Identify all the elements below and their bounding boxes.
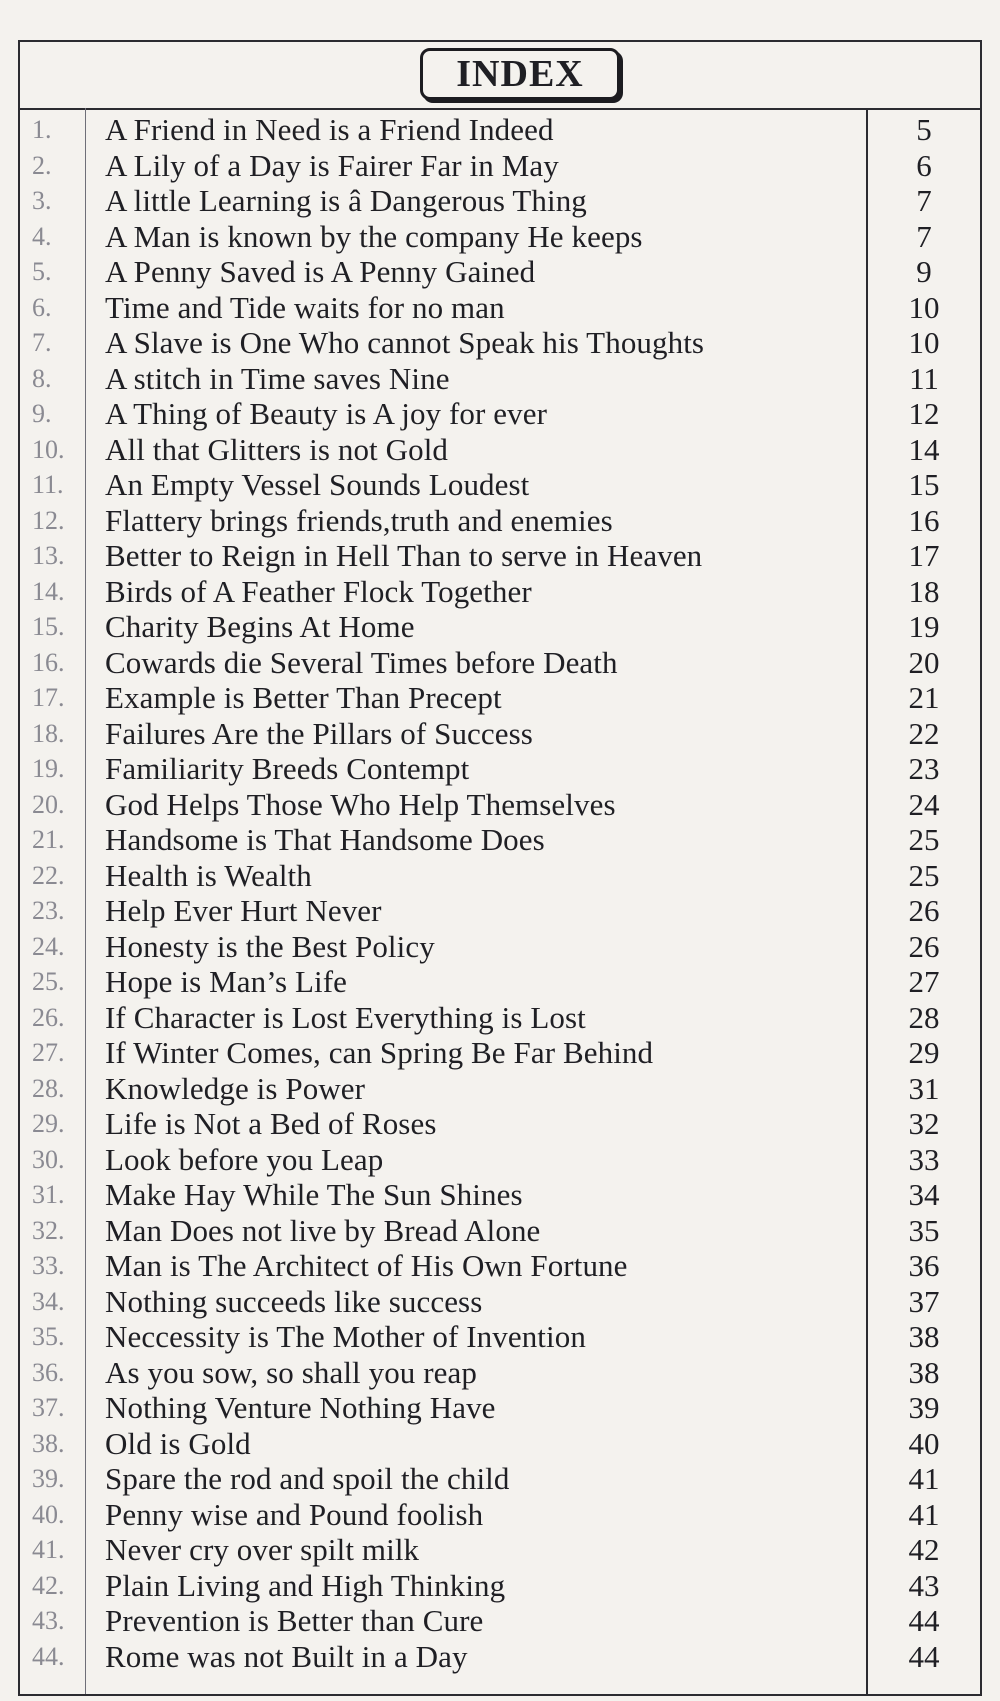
index-entry — [20, 1319, 980, 1355]
entry-title: As you sow, so shall you reap — [105, 1354, 477, 1390]
index-entry — [20, 1035, 980, 1071]
index-entry — [20, 858, 980, 894]
entry-number: 42. — [32, 1570, 65, 1600]
entry-title: A Lily of a Day is Fairer Far in May — [105, 147, 559, 183]
entry-title: Prevention is Better than Cure — [105, 1603, 484, 1638]
entry-page-number: 37 — [908, 1283, 940, 1319]
entry-number: 17. — [32, 683, 65, 712]
index-entry — [20, 1248, 980, 1284]
index-entry — [20, 1461, 980, 1497]
index-entry — [20, 254, 980, 290]
entry-number: 7. — [32, 328, 52, 357]
entry-number: 6. — [32, 292, 52, 322]
entry-number: 29. — [32, 1109, 65, 1138]
entry-title: If Character is Lost Everything is Lost — [105, 999, 586, 1035]
entry-title: If Winter Comes, can Spring Be Far Behind — [105, 1035, 654, 1070]
index-title: INDEX — [420, 48, 620, 100]
index-entry — [20, 1071, 980, 1107]
index-entry — [20, 645, 980, 681]
entry-title: A Man is known by the company He keeps — [105, 218, 643, 254]
index-entry — [20, 432, 980, 468]
entry-page-number: 31 — [908, 1070, 940, 1106]
entry-page-number: 39 — [908, 1390, 940, 1425]
entry-number: 32. — [32, 1215, 65, 1245]
entry-number: 23. — [32, 896, 65, 925]
entry-page-number: 21 — [908, 680, 940, 715]
entry-number: 16. — [32, 647, 65, 677]
entry-number: 11. — [32, 470, 64, 499]
index-entry — [20, 538, 980, 574]
index-table — [18, 40, 982, 1696]
entry-page-number: 14 — [908, 431, 940, 467]
entry-title: Neccessity is The Mother of Invention — [105, 1319, 586, 1354]
entry-title: Nothing Venture Nothing Have — [105, 1390, 496, 1425]
entry-title: Handsome is That Handsome Does — [105, 822, 545, 857]
entry-page-number: 40 — [908, 1425, 940, 1461]
index-entry — [20, 1142, 980, 1178]
entry-page-number: 7 — [916, 218, 932, 254]
index-entry — [20, 964, 980, 1000]
entry-page-number: 26 — [908, 893, 940, 928]
entry-number: 30. — [32, 1144, 65, 1174]
entry-number: 10. — [32, 434, 65, 464]
entry-page-number: 44 — [908, 1603, 940, 1638]
entry-number: 39. — [32, 1464, 65, 1493]
entry-number: 41. — [32, 1535, 65, 1564]
entry-title: A stitch in Time saves Nine — [105, 360, 450, 396]
entry-title: A Penny Saved is A Penny Gained — [105, 254, 536, 289]
entry-page-number: 38 — [908, 1319, 940, 1354]
entry-number: 1. — [32, 115, 52, 144]
index-entry — [20, 1177, 980, 1213]
entry-page-number: 5 — [916, 112, 932, 147]
entry-title: Honesty is the Best Policy — [105, 928, 435, 964]
index-entry — [20, 112, 980, 148]
entry-number: 24. — [32, 931, 65, 961]
entry-page-number: 24 — [908, 786, 940, 822]
entry-title: Make Hay While The Sun Shines — [105, 1177, 523, 1212]
index-entry — [20, 716, 980, 752]
entry-page-number: 9 — [916, 254, 932, 289]
entry-page-number: 23 — [908, 751, 940, 786]
index-entry — [20, 1355, 980, 1391]
index-entry — [20, 1532, 980, 1568]
index-entry — [20, 1426, 980, 1462]
entry-title: A Slave is One Who cannot Speak his Thoughts — [105, 325, 705, 360]
entry-page-number: 41 — [908, 1496, 940, 1532]
entry-page-number: 15 — [908, 467, 940, 502]
index-entry — [20, 325, 980, 361]
entry-number: 31. — [32, 1180, 65, 1209]
index-entry — [20, 396, 980, 432]
entry-page-number: 25 — [908, 822, 940, 857]
entry-title: Example is Better Than Precept — [105, 680, 502, 715]
index-entry — [20, 1106, 980, 1142]
index-entry — [20, 219, 980, 255]
index-entry — [20, 361, 980, 397]
index-entry — [20, 183, 980, 219]
entry-title: Knowledge is Power — [105, 1070, 366, 1106]
entry-title: Charity Begins At Home — [105, 609, 415, 644]
entry-title: A little Learning is â Dangerous Thing — [105, 183, 587, 218]
entry-title: Man is The Architect of His Own Fortune — [105, 1248, 628, 1283]
entry-title: Hope is Man’s Life — [105, 964, 348, 999]
entry-page-number: 20 — [908, 644, 940, 680]
entry-number: 44. — [32, 1641, 65, 1671]
entry-title: Man Does not live by Bread Alone — [105, 1212, 541, 1248]
entry-page-number: 32 — [908, 1106, 940, 1141]
entry-page-number: 10 — [908, 325, 940, 360]
entry-number: 21. — [32, 825, 65, 854]
entry-title: Health is Wealth — [105, 857, 312, 893]
entry-title: A Thing of Beauty is A joy for ever — [105, 396, 548, 431]
entry-title: Look before you Leap — [105, 1141, 384, 1177]
index-entries — [20, 112, 980, 1674]
entry-title: A Friend in Need is a Friend Indeed — [105, 112, 554, 147]
entry-page-number: 43 — [908, 1567, 940, 1603]
entry-title: Help Ever Hurt Never — [105, 893, 382, 928]
entry-title: Birds of A Feather Flock Together — [105, 573, 532, 609]
entry-page-number: 42 — [908, 1532, 940, 1567]
entry-title: Old is Gold — [105, 1425, 251, 1461]
entry-page-number: 44 — [908, 1638, 940, 1674]
entry-page-number: 26 — [908, 928, 940, 964]
index-entry — [20, 1390, 980, 1426]
entry-page-number: 34 — [908, 1177, 940, 1212]
entry-number: 35. — [32, 1322, 65, 1351]
entry-number: 40. — [32, 1499, 65, 1529]
entry-number: 5. — [32, 257, 52, 286]
entry-number: 13. — [32, 541, 65, 570]
entry-number: 20. — [32, 789, 65, 819]
entry-page-number: 10 — [908, 289, 940, 325]
entry-number: 33. — [32, 1251, 65, 1280]
entry-title: Familiarity Breeds Contempt — [105, 751, 470, 786]
entry-page-number: 25 — [908, 857, 940, 893]
entry-title: Time and Tide waits for no man — [105, 289, 505, 325]
index-entry — [20, 929, 980, 965]
entry-page-number: 16 — [908, 502, 940, 538]
entry-number: 3. — [32, 186, 52, 215]
entry-number: 9. — [32, 399, 52, 428]
index-entry — [20, 1497, 980, 1533]
index-entry — [20, 290, 980, 326]
entry-page-number: 29 — [908, 1035, 940, 1070]
entry-page-number: 18 — [908, 573, 940, 609]
entry-number: 18. — [32, 718, 65, 748]
entry-page-number: 19 — [908, 609, 940, 644]
entry-page-number: 12 — [908, 396, 940, 431]
entry-number: 15. — [32, 612, 65, 641]
index-entry — [20, 609, 980, 645]
entry-number: 14. — [32, 576, 65, 606]
entry-page-number: 22 — [908, 715, 940, 751]
entry-title: Nothing succeeds like success — [105, 1283, 483, 1319]
entry-title: Penny wise and Pound foolish — [105, 1496, 484, 1532]
index-entry — [20, 503, 980, 539]
index-entry — [20, 822, 980, 858]
index-entry — [20, 893, 980, 929]
entry-title: Cowards die Several Times before Death — [105, 644, 618, 680]
entry-page-number: 33 — [908, 1141, 940, 1177]
index-entry — [20, 1568, 980, 1604]
index-entry — [20, 148, 980, 184]
index-entry — [20, 1639, 980, 1675]
entry-number: 37. — [32, 1393, 65, 1422]
entry-page-number: 7 — [916, 183, 932, 218]
entry-title: Rome was not Built in a Day — [105, 1638, 468, 1674]
entry-number: 8. — [32, 363, 52, 393]
index-entry — [20, 467, 980, 503]
index-entry — [20, 787, 980, 823]
entry-title: All that Glitters is not Gold — [105, 431, 449, 467]
entry-page-number: 11 — [909, 360, 939, 396]
entry-number: 12. — [32, 505, 65, 535]
entry-title: Never cry over spilt milk — [105, 1532, 420, 1567]
index-header — [20, 42, 980, 110]
entry-title: An Empty Vessel Sounds Loudest — [105, 467, 530, 502]
entry-title: Better to Reign in Hell Than to serve in Heaven — [105, 538, 703, 573]
entry-title: God Helps Those Who Help Themselves — [105, 786, 616, 822]
entry-number: 25. — [32, 967, 65, 996]
entry-title: Plain Living and High Thinking — [105, 1567, 506, 1603]
index-entry — [20, 1213, 980, 1249]
index-entry — [20, 751, 980, 787]
entry-number: 19. — [32, 754, 65, 783]
entry-number: 4. — [32, 221, 52, 251]
index-entry — [20, 1284, 980, 1320]
entry-title: Life is Not a Bed of Roses — [105, 1106, 437, 1141]
index-entry — [20, 574, 980, 610]
entry-number: 2. — [32, 150, 52, 180]
index-entry — [20, 1000, 980, 1036]
entry-number: 43. — [32, 1606, 65, 1635]
entry-title: Failures Are the Pillars of Success — [105, 715, 533, 751]
entry-number: 36. — [32, 1357, 65, 1387]
entry-page-number: 38 — [908, 1354, 940, 1390]
entry-number: 22. — [32, 860, 65, 890]
entry-page-number: 28 — [908, 999, 940, 1035]
entry-page-number: 41 — [908, 1461, 940, 1496]
entry-number: 28. — [32, 1073, 65, 1103]
entry-number: 38. — [32, 1428, 65, 1458]
entry-number: 34. — [32, 1286, 65, 1316]
entry-page-number: 36 — [908, 1248, 940, 1283]
entry-number: 27. — [32, 1038, 65, 1067]
entry-page-number: 6 — [916, 147, 932, 183]
index-entry — [20, 680, 980, 716]
entry-title: Spare the rod and spoil the child — [105, 1461, 510, 1496]
entry-page-number: 35 — [908, 1212, 940, 1248]
entry-number: 26. — [32, 1002, 65, 1032]
entry-title: Flattery brings friends,truth and enemies — [105, 502, 613, 538]
entry-page-number: 17 — [908, 538, 940, 573]
index-entry — [20, 1603, 980, 1639]
entry-page-number: 27 — [908, 964, 940, 999]
